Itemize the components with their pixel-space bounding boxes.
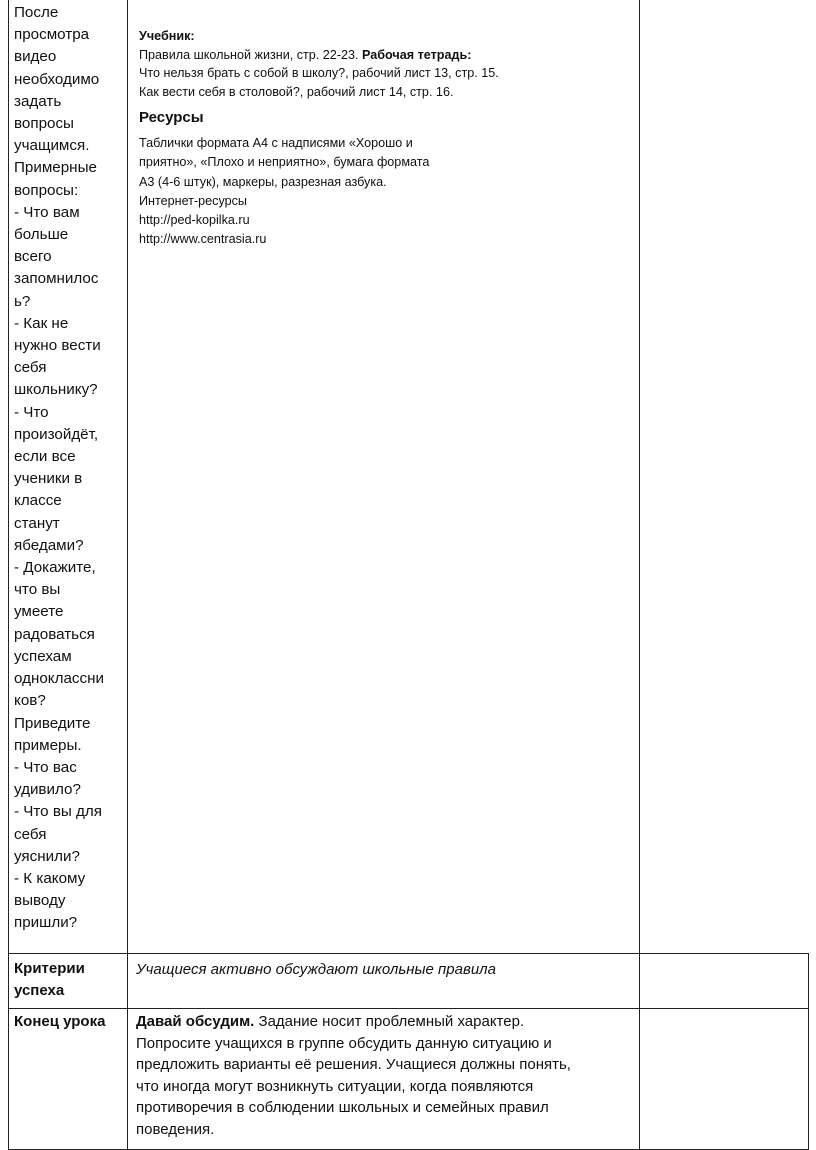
question-line: просмотра — [14, 26, 90, 44]
question-line: Приведите — [14, 714, 91, 732]
end-text-line: предложить варианты её решения. Учащиеся должны понять, — [136, 1056, 571, 1074]
question-line: задать — [14, 92, 62, 110]
question-line: больше — [14, 226, 69, 244]
resource-line: А3 (4-6 штук), маркеры, разрезная азбука. — [139, 174, 387, 189]
question-line: ябедами? — [14, 536, 84, 554]
question-line: необходимо — [14, 70, 100, 88]
question-line: успехам — [14, 647, 72, 665]
question-line: произойдёт, — [14, 425, 99, 443]
workbook-line: Как вести себя в столовой?, рабочий лист 14, стр. 16. — [139, 84, 454, 99]
table-column-divider-right — [639, 0, 640, 1150]
question-line: пришли? — [14, 914, 78, 932]
workbook-label: Рабочая тетрадь: — [362, 47, 472, 62]
question-line: вопросы: — [14, 181, 79, 199]
question-line: Примерные — [14, 159, 97, 177]
resources-heading: Ресурсы — [139, 109, 204, 127]
question-line: что вы — [14, 581, 61, 599]
question-line: умеете — [14, 603, 64, 621]
end-text — [136, 1011, 636, 1141]
questions-cell — [14, 2, 124, 935]
question-line: классе — [14, 492, 62, 510]
end-text-line: поведения. — [136, 1120, 215, 1138]
question-line: уяснили? — [14, 847, 80, 865]
table-column-divider — [127, 0, 128, 1150]
question-line: запомнилос — [14, 270, 99, 288]
end-label: Конец урока — [14, 1013, 106, 1030]
resource-link: http://www.centrasia.ru — [139, 232, 267, 247]
question-line: видео — [14, 48, 57, 66]
textbook-line — [139, 46, 639, 65]
resource-line: Интернет-ресурсы — [139, 193, 247, 208]
question-line: учащимся. — [14, 137, 90, 155]
question-line: себя — [14, 825, 47, 843]
question-line: радоваться — [14, 625, 95, 643]
end-text-line — [136, 1011, 636, 1033]
criteria-label-line: Критерии — [14, 960, 85, 977]
end-text-first: Задание носит проблемный характер. — [254, 1013, 525, 1030]
textbook-text: Правила школьной жизни, стр. 22-23. — [139, 47, 359, 62]
table-row-divider — [8, 953, 809, 954]
question-line: примеры. — [14, 736, 82, 754]
question-line: себя — [14, 359, 47, 377]
table-row-divider — [8, 1008, 809, 1009]
question-line: - Что вы для — [14, 803, 103, 821]
end-text-line: что иногда могут возникнуть ситуации, когда появляются — [136, 1077, 534, 1095]
question-line: - Что вас — [14, 758, 77, 776]
materials-cell — [139, 27, 639, 250]
resources-list — [139, 134, 639, 250]
end-lead: Давай обсудим. — [136, 1013, 255, 1030]
table-border-right-lower — [808, 953, 809, 1150]
question-line: - К какому — [14, 869, 86, 887]
question-line: одноклассни — [14, 670, 104, 688]
question-line: - Что вам — [14, 203, 80, 221]
end-text-line: противоречия в соблюдении школьных и семейных правил — [136, 1099, 549, 1117]
resource-line: приятно», «Плохо и неприятно», бумага формата — [139, 155, 430, 170]
resource-line: Таблички формата А4 с надписями «Хорошо и — [139, 135, 413, 150]
question-line: удивило? — [14, 781, 81, 799]
question-line: если все — [14, 448, 76, 466]
question-line: ков? — [14, 692, 46, 710]
criteria-text: Учащиеся активно обсуждают школьные правила — [136, 961, 496, 978]
criteria-label — [14, 958, 124, 1002]
question-line: ученики в — [14, 470, 83, 488]
question-line: - Что — [14, 403, 49, 421]
end-text-line: Попросите учащихся в группе обсудить данную ситуацию и — [136, 1034, 552, 1052]
workbook-line: Что нельзя брать с собой в школу?, рабочий лист 13, стр. 15. — [139, 66, 499, 81]
question-line: ь? — [14, 292, 31, 310]
criteria-label-line: успеха — [14, 982, 65, 999]
question-line: всего — [14, 248, 52, 266]
question-line: вопросы — [14, 115, 74, 133]
table-border-left — [8, 0, 9, 1150]
question-line: - Как не — [14, 314, 69, 332]
question-line: нужно вести — [14, 337, 101, 355]
resource-link: http://ped-kopilka.ru — [139, 213, 250, 228]
question-line: После — [14, 4, 59, 21]
question-line: школьнику? — [14, 381, 98, 399]
question-line: станут — [14, 514, 60, 532]
textbook-label: Учебник: — [139, 29, 195, 43]
question-line: - Докажите, — [14, 559, 96, 577]
question-line: выводу — [14, 892, 66, 910]
